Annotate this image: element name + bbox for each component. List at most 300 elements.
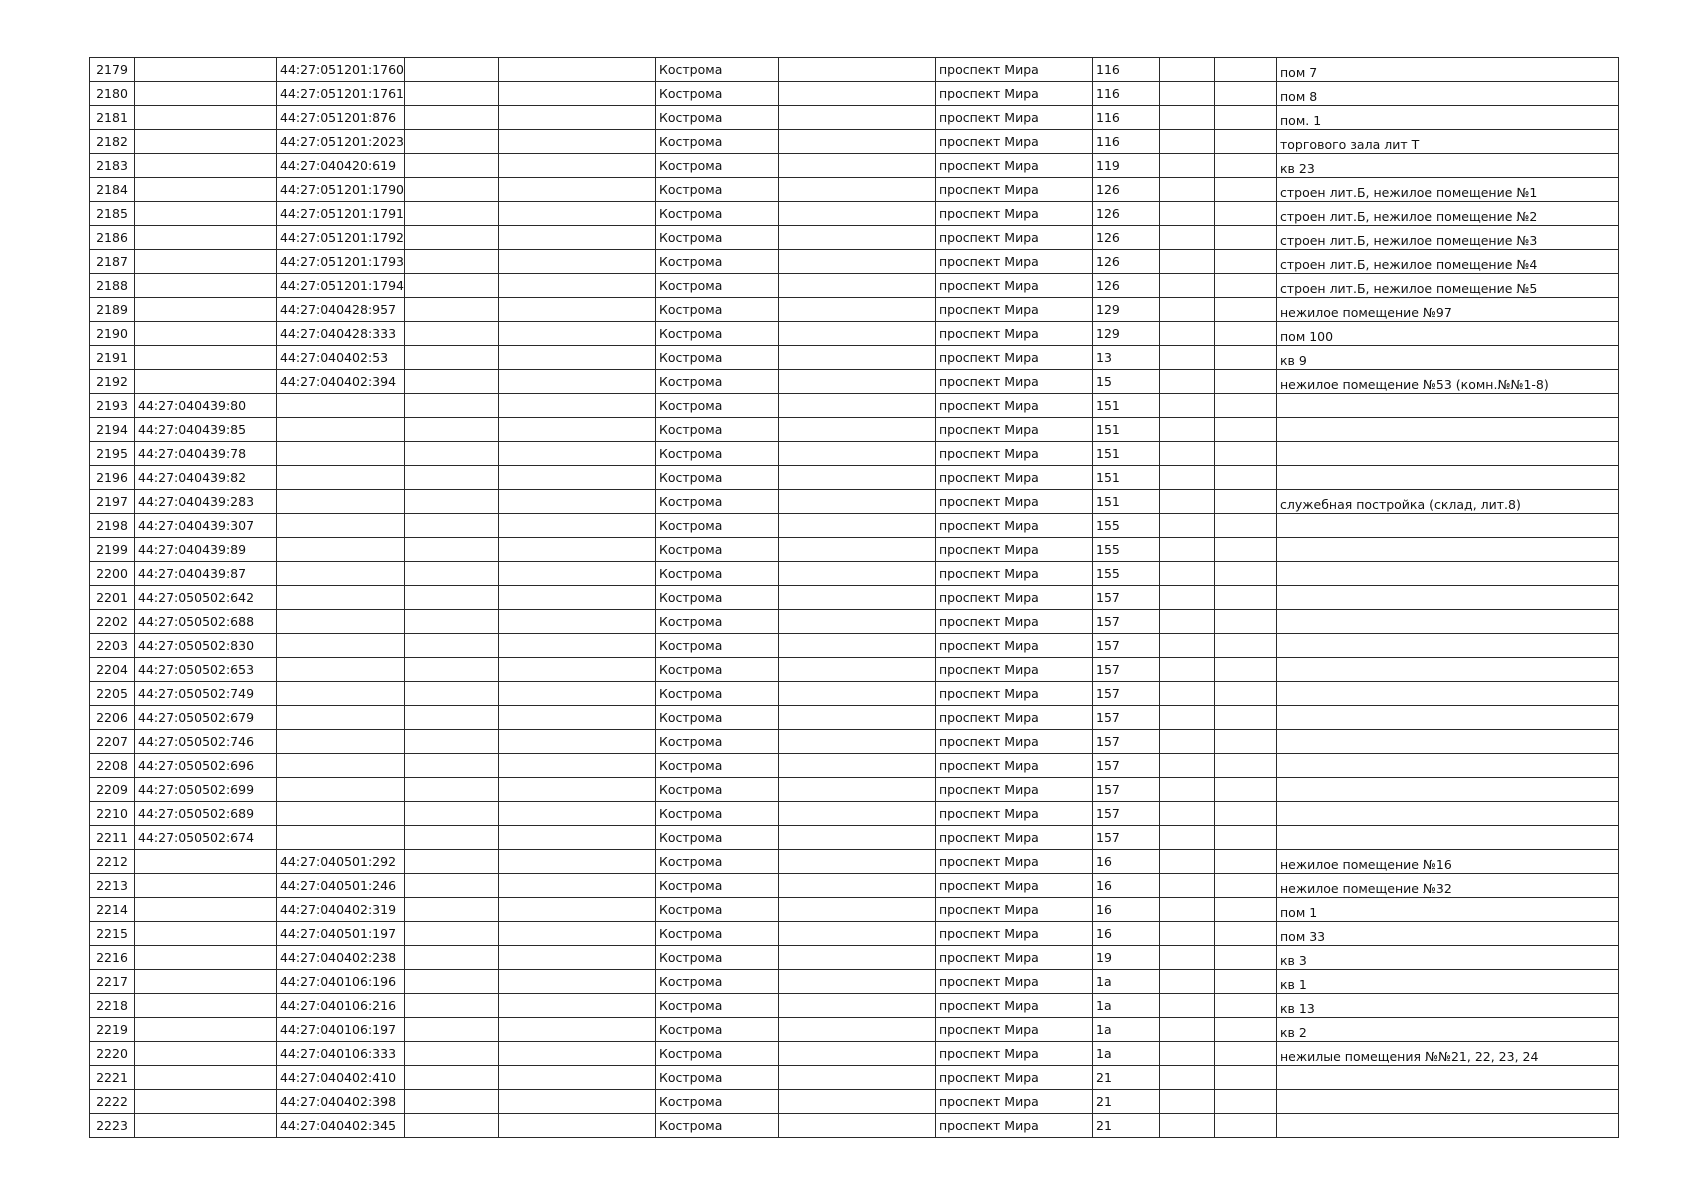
empty-cell — [405, 514, 499, 538]
city-cell: Кострома — [656, 442, 779, 466]
empty-cell — [1215, 202, 1277, 226]
empty-cell — [1160, 394, 1215, 418]
cadastral-number-b-cell: 44:27:040501:292 — [277, 850, 405, 874]
row-number-cell: 2180 — [90, 82, 135, 106]
empty-cell — [1215, 1066, 1277, 1090]
city-cell: Кострома — [656, 922, 779, 946]
premises-note-cell — [1277, 418, 1619, 442]
premises-note-cell — [1277, 394, 1619, 418]
empty-cell — [499, 706, 656, 730]
premises-note-cell: строен лит.Б, нежилое помещение №1 — [1277, 178, 1619, 202]
table-row — [90, 1042, 1619, 1066]
house-number-cell: 157 — [1093, 634, 1160, 658]
city-cell: Кострома — [656, 418, 779, 442]
premises-note-cell — [1277, 706, 1619, 730]
street-cell: проспект Мира — [936, 658, 1093, 682]
house-number-cell: 155 — [1093, 514, 1160, 538]
cadastral-number-a-cell — [135, 346, 277, 370]
empty-cell — [779, 994, 936, 1018]
empty-cell — [499, 130, 656, 154]
cadastral-number-a-cell — [135, 370, 277, 394]
street-cell: проспект Мира — [936, 898, 1093, 922]
empty-cell — [1215, 274, 1277, 298]
empty-cell — [779, 754, 936, 778]
row-number-cell: 2217 — [90, 970, 135, 994]
empty-cell — [1215, 490, 1277, 514]
city-cell: Кострома — [656, 706, 779, 730]
house-number-cell: 129 — [1093, 322, 1160, 346]
empty-cell — [1160, 154, 1215, 178]
table-row — [90, 490, 1619, 514]
table-row — [90, 442, 1619, 466]
cadastral-number-a-cell: 44:27:050502:749 — [135, 682, 277, 706]
empty-cell — [1160, 514, 1215, 538]
table-row — [90, 322, 1619, 346]
row-number-cell: 2214 — [90, 898, 135, 922]
city-cell: Кострома — [656, 850, 779, 874]
row-number-cell: 2190 — [90, 322, 135, 346]
house-number-cell: 126 — [1093, 178, 1160, 202]
row-number-cell: 2219 — [90, 1018, 135, 1042]
empty-cell — [1160, 874, 1215, 898]
table-row — [90, 922, 1619, 946]
table-row — [90, 874, 1619, 898]
empty-cell — [1160, 322, 1215, 346]
street-cell: проспект Мира — [936, 226, 1093, 250]
premises-note-cell: строен лит.Б, нежилое помещение №2 — [1277, 202, 1619, 226]
empty-cell — [1160, 586, 1215, 610]
premises-note-cell: пом 100 — [1277, 322, 1619, 346]
empty-cell — [1215, 370, 1277, 394]
house-number-cell: 157 — [1093, 802, 1160, 826]
cadastral-number-a-cell — [135, 322, 277, 346]
premises-note-cell: служебная постройка (склад, лит.8) — [1277, 490, 1619, 514]
cadastral-number-b-cell: 44:27:040501:197 — [277, 922, 405, 946]
cadastral-number-b-cell — [277, 418, 405, 442]
house-number-cell: 157 — [1093, 826, 1160, 850]
empty-cell — [1160, 970, 1215, 994]
empty-cell — [1215, 154, 1277, 178]
empty-cell — [499, 874, 656, 898]
house-number-cell: 157 — [1093, 658, 1160, 682]
premises-note-cell: строен лит.Б, нежилое помещение №3 — [1277, 226, 1619, 250]
table-row — [90, 970, 1619, 994]
empty-cell — [499, 754, 656, 778]
row-number-cell: 2204 — [90, 658, 135, 682]
empty-cell — [499, 346, 656, 370]
empty-cell — [405, 706, 499, 730]
table-row — [90, 850, 1619, 874]
empty-cell — [1215, 298, 1277, 322]
empty-cell — [779, 1018, 936, 1042]
empty-cell — [1215, 466, 1277, 490]
premises-note-cell — [1277, 682, 1619, 706]
cadastral-number-b-cell: 44:27:051201:1791 — [277, 202, 405, 226]
row-number-cell: 2182 — [90, 130, 135, 154]
empty-cell — [1160, 130, 1215, 154]
cadastral-number-a-cell: 44:27:050502:674 — [135, 826, 277, 850]
empty-cell — [1215, 754, 1277, 778]
cadastral-number-a-cell — [135, 874, 277, 898]
cadastral-number-a-cell: 44:27:040439:89 — [135, 538, 277, 562]
empty-cell — [1215, 58, 1277, 82]
house-number-cell: 126 — [1093, 226, 1160, 250]
empty-cell — [1215, 82, 1277, 106]
city-cell: Кострома — [656, 298, 779, 322]
row-number-cell: 2208 — [90, 754, 135, 778]
city-cell: Кострома — [656, 1018, 779, 1042]
row-number-cell: 2179 — [90, 58, 135, 82]
table-row — [90, 298, 1619, 322]
empty-cell — [405, 586, 499, 610]
city-cell: Кострома — [656, 1066, 779, 1090]
empty-cell — [779, 202, 936, 226]
table-row — [90, 634, 1619, 658]
house-number-cell: 126 — [1093, 250, 1160, 274]
premises-note-cell: кв 23 — [1277, 154, 1619, 178]
empty-cell — [779, 730, 936, 754]
table-row — [90, 682, 1619, 706]
empty-cell — [1160, 1090, 1215, 1114]
empty-cell — [1160, 202, 1215, 226]
empty-cell — [779, 322, 936, 346]
city-cell: Кострома — [656, 1090, 779, 1114]
empty-cell — [499, 922, 656, 946]
empty-cell — [1160, 658, 1215, 682]
empty-cell — [1160, 346, 1215, 370]
empty-cell — [1215, 826, 1277, 850]
row-number-cell: 2210 — [90, 802, 135, 826]
premises-note-cell — [1277, 778, 1619, 802]
empty-cell — [405, 154, 499, 178]
empty-cell — [779, 490, 936, 514]
empty-cell — [499, 970, 656, 994]
empty-cell — [779, 1042, 936, 1066]
premises-note-cell: пом. 1 — [1277, 106, 1619, 130]
empty-cell — [405, 490, 499, 514]
cadastral-number-b-cell — [277, 514, 405, 538]
table-row — [90, 346, 1619, 370]
empty-cell — [1160, 418, 1215, 442]
empty-cell — [499, 778, 656, 802]
empty-cell — [405, 898, 499, 922]
empty-cell — [499, 58, 656, 82]
empty-cell — [779, 394, 936, 418]
table-row — [90, 154, 1619, 178]
empty-cell — [499, 154, 656, 178]
empty-cell — [779, 922, 936, 946]
empty-cell — [1160, 850, 1215, 874]
cadastral-number-a-cell — [135, 898, 277, 922]
row-number-cell: 2223 — [90, 1114, 135, 1138]
empty-cell — [499, 802, 656, 826]
premises-note-cell — [1277, 754, 1619, 778]
empty-cell — [499, 298, 656, 322]
row-number-cell: 2188 — [90, 274, 135, 298]
empty-cell — [779, 58, 936, 82]
cadastral-number-b-cell: 44:27:051201:1792 — [277, 226, 405, 250]
empty-cell — [779, 634, 936, 658]
city-cell: Кострома — [656, 58, 779, 82]
empty-cell — [499, 538, 656, 562]
cadastral-number-b-cell: 44:27:040420:619 — [277, 154, 405, 178]
empty-cell — [1160, 706, 1215, 730]
empty-cell — [405, 466, 499, 490]
empty-cell — [405, 322, 499, 346]
house-number-cell: 1а — [1093, 970, 1160, 994]
street-cell: проспект Мира — [936, 490, 1093, 514]
empty-cell — [779, 658, 936, 682]
cadastral-number-a-cell: 44:27:040439:283 — [135, 490, 277, 514]
table-row — [90, 778, 1619, 802]
table-row — [90, 562, 1619, 586]
row-number-cell: 2206 — [90, 706, 135, 730]
cadastral-number-a-cell — [135, 178, 277, 202]
premises-note-cell — [1277, 466, 1619, 490]
house-number-cell: 126 — [1093, 274, 1160, 298]
city-cell: Кострома — [656, 514, 779, 538]
city-cell: Кострома — [656, 250, 779, 274]
empty-cell — [779, 370, 936, 394]
empty-cell — [1215, 418, 1277, 442]
cadastral-number-a-cell: 44:27:050502:699 — [135, 778, 277, 802]
empty-cell — [1160, 730, 1215, 754]
premises-note-cell — [1277, 538, 1619, 562]
premises-note-cell: пом 7 — [1277, 58, 1619, 82]
empty-cell — [499, 442, 656, 466]
empty-cell — [405, 274, 499, 298]
table-row — [90, 178, 1619, 202]
cadastral-number-a-cell — [135, 922, 277, 946]
empty-cell — [405, 922, 499, 946]
street-cell: проспект Мира — [936, 370, 1093, 394]
empty-cell — [499, 226, 656, 250]
cadastral-number-b-cell: 44:27:051201:1793 — [277, 250, 405, 274]
empty-cell — [499, 682, 656, 706]
city-cell: Кострома — [656, 946, 779, 970]
row-number-cell: 2221 — [90, 1066, 135, 1090]
empty-cell — [405, 442, 499, 466]
house-number-cell: 157 — [1093, 730, 1160, 754]
empty-cell — [499, 418, 656, 442]
empty-cell — [1160, 274, 1215, 298]
cadastral-number-a-cell — [135, 58, 277, 82]
house-number-cell: 155 — [1093, 538, 1160, 562]
row-number-cell: 2213 — [90, 874, 135, 898]
empty-cell — [1215, 778, 1277, 802]
city-cell: Кострома — [656, 874, 779, 898]
cadastral-number-a-cell — [135, 154, 277, 178]
cadastral-number-b-cell: 44:27:051201:1794 — [277, 274, 405, 298]
empty-cell — [1160, 898, 1215, 922]
row-number-cell: 2197 — [90, 490, 135, 514]
table-row — [90, 946, 1619, 970]
street-cell: проспект Мира — [936, 994, 1093, 1018]
cadastral-number-b-cell — [277, 802, 405, 826]
table-row — [90, 130, 1619, 154]
empty-cell — [405, 874, 499, 898]
premises-note-cell: кв 2 — [1277, 1018, 1619, 1042]
city-cell: Кострома — [656, 106, 779, 130]
empty-cell — [405, 130, 499, 154]
cadastral-number-b-cell: 44:27:051201:1790 — [277, 178, 405, 202]
table-row — [90, 610, 1619, 634]
empty-cell — [499, 106, 656, 130]
empty-cell — [405, 754, 499, 778]
street-cell: проспект Мира — [936, 610, 1093, 634]
row-number-cell: 2203 — [90, 634, 135, 658]
house-number-cell: 116 — [1093, 106, 1160, 130]
cadastral-number-a-cell — [135, 994, 277, 1018]
city-cell: Кострома — [656, 1042, 779, 1066]
empty-cell — [1160, 1018, 1215, 1042]
street-cell: проспект Мира — [936, 826, 1093, 850]
empty-cell — [1215, 514, 1277, 538]
empty-cell — [1215, 1018, 1277, 1042]
empty-cell — [499, 898, 656, 922]
street-cell: проспект Мира — [936, 394, 1093, 418]
empty-cell — [1215, 106, 1277, 130]
empty-cell — [405, 1042, 499, 1066]
premises-note-cell — [1277, 730, 1619, 754]
street-cell: проспект Мира — [936, 442, 1093, 466]
empty-cell — [499, 1114, 656, 1138]
cadastral-number-a-cell: 44:27:040439:307 — [135, 514, 277, 538]
table-row — [90, 202, 1619, 226]
empty-cell — [499, 322, 656, 346]
cadastral-number-a-cell — [135, 274, 277, 298]
city-cell: Кострома — [656, 322, 779, 346]
premises-note-cell: нежилое помещение №16 — [1277, 850, 1619, 874]
row-number-cell: 2209 — [90, 778, 135, 802]
empty-cell — [1215, 1114, 1277, 1138]
empty-cell — [1215, 922, 1277, 946]
empty-cell — [1215, 610, 1277, 634]
city-cell: Кострома — [656, 1114, 779, 1138]
city-cell: Кострома — [656, 226, 779, 250]
empty-cell — [779, 970, 936, 994]
cadastral-number-b-cell: 44:27:040106:197 — [277, 1018, 405, 1042]
empty-cell — [499, 370, 656, 394]
street-cell: проспект Мира — [936, 562, 1093, 586]
empty-cell — [1215, 394, 1277, 418]
house-number-cell: 151 — [1093, 394, 1160, 418]
city-cell: Кострома — [656, 994, 779, 1018]
empty-cell — [1160, 994, 1215, 1018]
house-number-cell: 13 — [1093, 346, 1160, 370]
house-number-cell: 15 — [1093, 370, 1160, 394]
street-cell: проспект Мира — [936, 418, 1093, 442]
street-cell: проспект Мира — [936, 682, 1093, 706]
cadastral-number-b-cell — [277, 466, 405, 490]
empty-cell — [1215, 898, 1277, 922]
empty-cell — [405, 394, 499, 418]
empty-cell — [779, 178, 936, 202]
premises-note-cell: кв 9 — [1277, 346, 1619, 370]
cadastral-number-b-cell — [277, 490, 405, 514]
empty-cell — [779, 418, 936, 442]
empty-cell — [405, 730, 499, 754]
empty-cell — [499, 730, 656, 754]
empty-cell — [405, 1018, 499, 1042]
table-row — [90, 274, 1619, 298]
premises-note-cell: нежилые помещения №№21, 22, 23, 24 — [1277, 1042, 1619, 1066]
empty-cell — [499, 994, 656, 1018]
empty-cell — [779, 802, 936, 826]
house-number-cell: 151 — [1093, 418, 1160, 442]
premises-note-cell: нежилое помещение №97 — [1277, 298, 1619, 322]
empty-cell — [1160, 298, 1215, 322]
street-cell: проспект Мира — [936, 274, 1093, 298]
house-number-cell: 157 — [1093, 754, 1160, 778]
house-number-cell: 1а — [1093, 1018, 1160, 1042]
empty-cell — [1160, 802, 1215, 826]
street-cell: проспект Мира — [936, 106, 1093, 130]
city-cell: Кострома — [656, 586, 779, 610]
empty-cell — [499, 826, 656, 850]
city-cell: Кострома — [656, 178, 779, 202]
premises-note-cell — [1277, 802, 1619, 826]
table-row — [90, 754, 1619, 778]
house-number-cell: 129 — [1093, 298, 1160, 322]
empty-cell — [1215, 322, 1277, 346]
premises-note-cell: нежилое помещение №32 — [1277, 874, 1619, 898]
empty-cell — [405, 1114, 499, 1138]
empty-cell — [1160, 106, 1215, 130]
cadastral-number-a-cell — [135, 1042, 277, 1066]
cadastral-number-a-cell — [135, 250, 277, 274]
row-number-cell: 2202 — [90, 610, 135, 634]
cadastral-number-a-cell: 44:27:050502:688 — [135, 610, 277, 634]
premises-note-cell — [1277, 442, 1619, 466]
empty-cell — [499, 1066, 656, 1090]
house-number-cell: 16 — [1093, 850, 1160, 874]
premises-note-cell — [1277, 586, 1619, 610]
city-cell: Кострома — [656, 490, 779, 514]
table-row — [90, 730, 1619, 754]
premises-note-cell — [1277, 610, 1619, 634]
row-number-cell: 2218 — [90, 994, 135, 1018]
empty-cell — [1215, 730, 1277, 754]
row-number-cell: 2201 — [90, 586, 135, 610]
row-number-cell: 2191 — [90, 346, 135, 370]
street-cell: проспект Мира — [936, 802, 1093, 826]
row-number-cell: 2194 — [90, 418, 135, 442]
house-number-cell: 16 — [1093, 874, 1160, 898]
empty-cell — [405, 946, 499, 970]
cadastral-number-a-cell — [135, 82, 277, 106]
city-cell: Кострома — [656, 394, 779, 418]
premises-note-cell — [1277, 514, 1619, 538]
street-cell: проспект Мира — [936, 130, 1093, 154]
empty-cell — [779, 154, 936, 178]
cadastral-number-b-cell: 44:27:040428:957 — [277, 298, 405, 322]
empty-cell — [405, 82, 499, 106]
cadastral-number-b-cell — [277, 754, 405, 778]
cadastral-number-a-cell: 44:27:050502:746 — [135, 730, 277, 754]
street-cell: проспект Мира — [936, 946, 1093, 970]
house-number-cell: 157 — [1093, 586, 1160, 610]
premises-note-cell — [1277, 562, 1619, 586]
empty-cell — [779, 130, 936, 154]
empty-cell — [779, 610, 936, 634]
empty-cell — [499, 1018, 656, 1042]
empty-cell — [499, 634, 656, 658]
empty-cell — [1160, 178, 1215, 202]
cadastral-number-a-cell — [135, 106, 277, 130]
empty-cell — [779, 562, 936, 586]
city-cell: Кострома — [656, 898, 779, 922]
